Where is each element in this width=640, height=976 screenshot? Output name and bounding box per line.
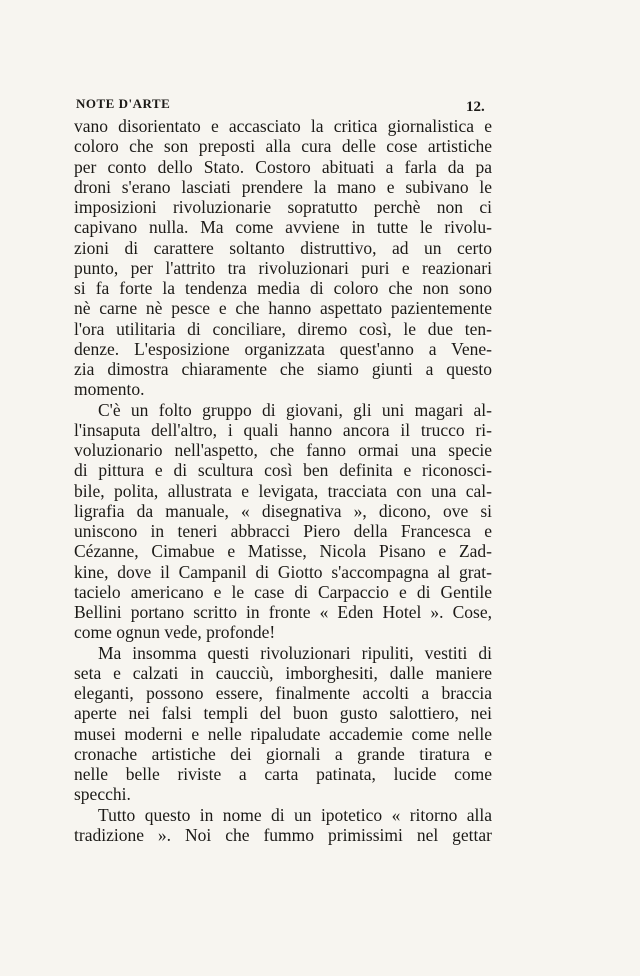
text-line: zioni di carattere soltanto distruttivo, ad un certo <box>74 237 492 258</box>
text-line: si fa forte la tendenza media di coloro che non sono <box>74 278 492 298</box>
text-line: droni s'erano lasciati prendere la mano e subivano le <box>74 176 492 197</box>
text-line: l'ora utilitaria di conciliare, diremo così, le due ten- <box>74 318 492 339</box>
text-line: ligrafia da manuale, « disegnativa », dicono, ove si <box>74 500 492 521</box>
text-line: voluzionario nell'aspetto, che fanno ormai una specie <box>74 440 492 460</box>
text-line: momento. <box>74 379 145 400</box>
text-line: Ma insomma questi rivoluzionari ripuliti, vestiti di <box>98 642 492 663</box>
text-line: C'è un folto gruppo di giovani, gli uni magari al- <box>98 399 492 420</box>
text-line: seta e calzati in caucciù, imborghesiti, dalle maniere <box>74 662 492 683</box>
text-line: tradizione ». Noi che fummo primissimi nel gettar <box>74 824 492 845</box>
text-line: come ognun vede, profonde! <box>74 622 276 643</box>
text-line: kine, dove il Campanil di Giotto s'accompagna al grat- <box>74 561 492 582</box>
text-line: Tutto questo in nome di un ipotetico « ritorno alla <box>98 804 492 825</box>
text-line: capivano nulla. Ma come avviene in tutte le rivolu- <box>74 217 492 238</box>
running-title: NOTE D'ARTE <box>76 96 171 111</box>
page-number: 12. <box>466 99 485 115</box>
text-line: di pittura e di scultura così ben definita e riconosci- <box>74 460 492 481</box>
text-line: bile, polita, allustrata e levigata, tracciata con una cal- <box>74 480 492 501</box>
text-line: zia dimostra chiaramente che siamo giunti a questo <box>74 359 492 379</box>
text-line: nelle belle riviste a carta patinata, lucide come <box>74 764 492 784</box>
text-line: eleganti, possono essere, finalmente accolti a braccia <box>74 683 492 703</box>
text-line: nè carne nè pesce e che hanno aspettato pazientemente <box>74 298 492 319</box>
text-line: l'insaputa dell'altro, i quali hanno ancora il trucco ri- <box>74 419 492 440</box>
text-line: Bellini portano scritto in fronte « Eden Hotel ». Cose, <box>74 602 492 622</box>
text-line: tacielo americano e le case di Carpaccio e di Gentile <box>74 581 492 602</box>
text-line: coloro che son preposti alla cura delle cose artistiche <box>74 136 492 157</box>
text-line: denze. L'esposizione organizzata quest'anno a Vene- <box>74 338 492 359</box>
text-line: imposizioni rivoluzionarie sopratutto perchè non ci <box>74 197 492 217</box>
text-line: vano disorientato e accasciato la critica giornalistica e <box>74 116 492 136</box>
text-line: musei moderni e nelle ripaludate accademie come nelle <box>74 723 492 744</box>
body-text <box>74 116 492 845</box>
text-line: per conto dello Stato. Costoro abituati a farla da pa <box>74 156 492 177</box>
text-line: specchi. <box>74 784 131 805</box>
text-line: aperte nei falsi templi del buon gusto salottiero, nei <box>74 703 492 724</box>
text-line: punto, per l'attrito tra rivoluzionari puri e reazionari <box>74 257 492 278</box>
text-line: cronache artistiche dei giornali a grande tiratura e <box>74 743 492 764</box>
text-line: uniscono in teneri abbracci Piero della Francesca e <box>74 521 492 541</box>
text-line: Cézanne, Cimabue e Matisse, Nicola Pisano e Zad- <box>74 541 492 562</box>
